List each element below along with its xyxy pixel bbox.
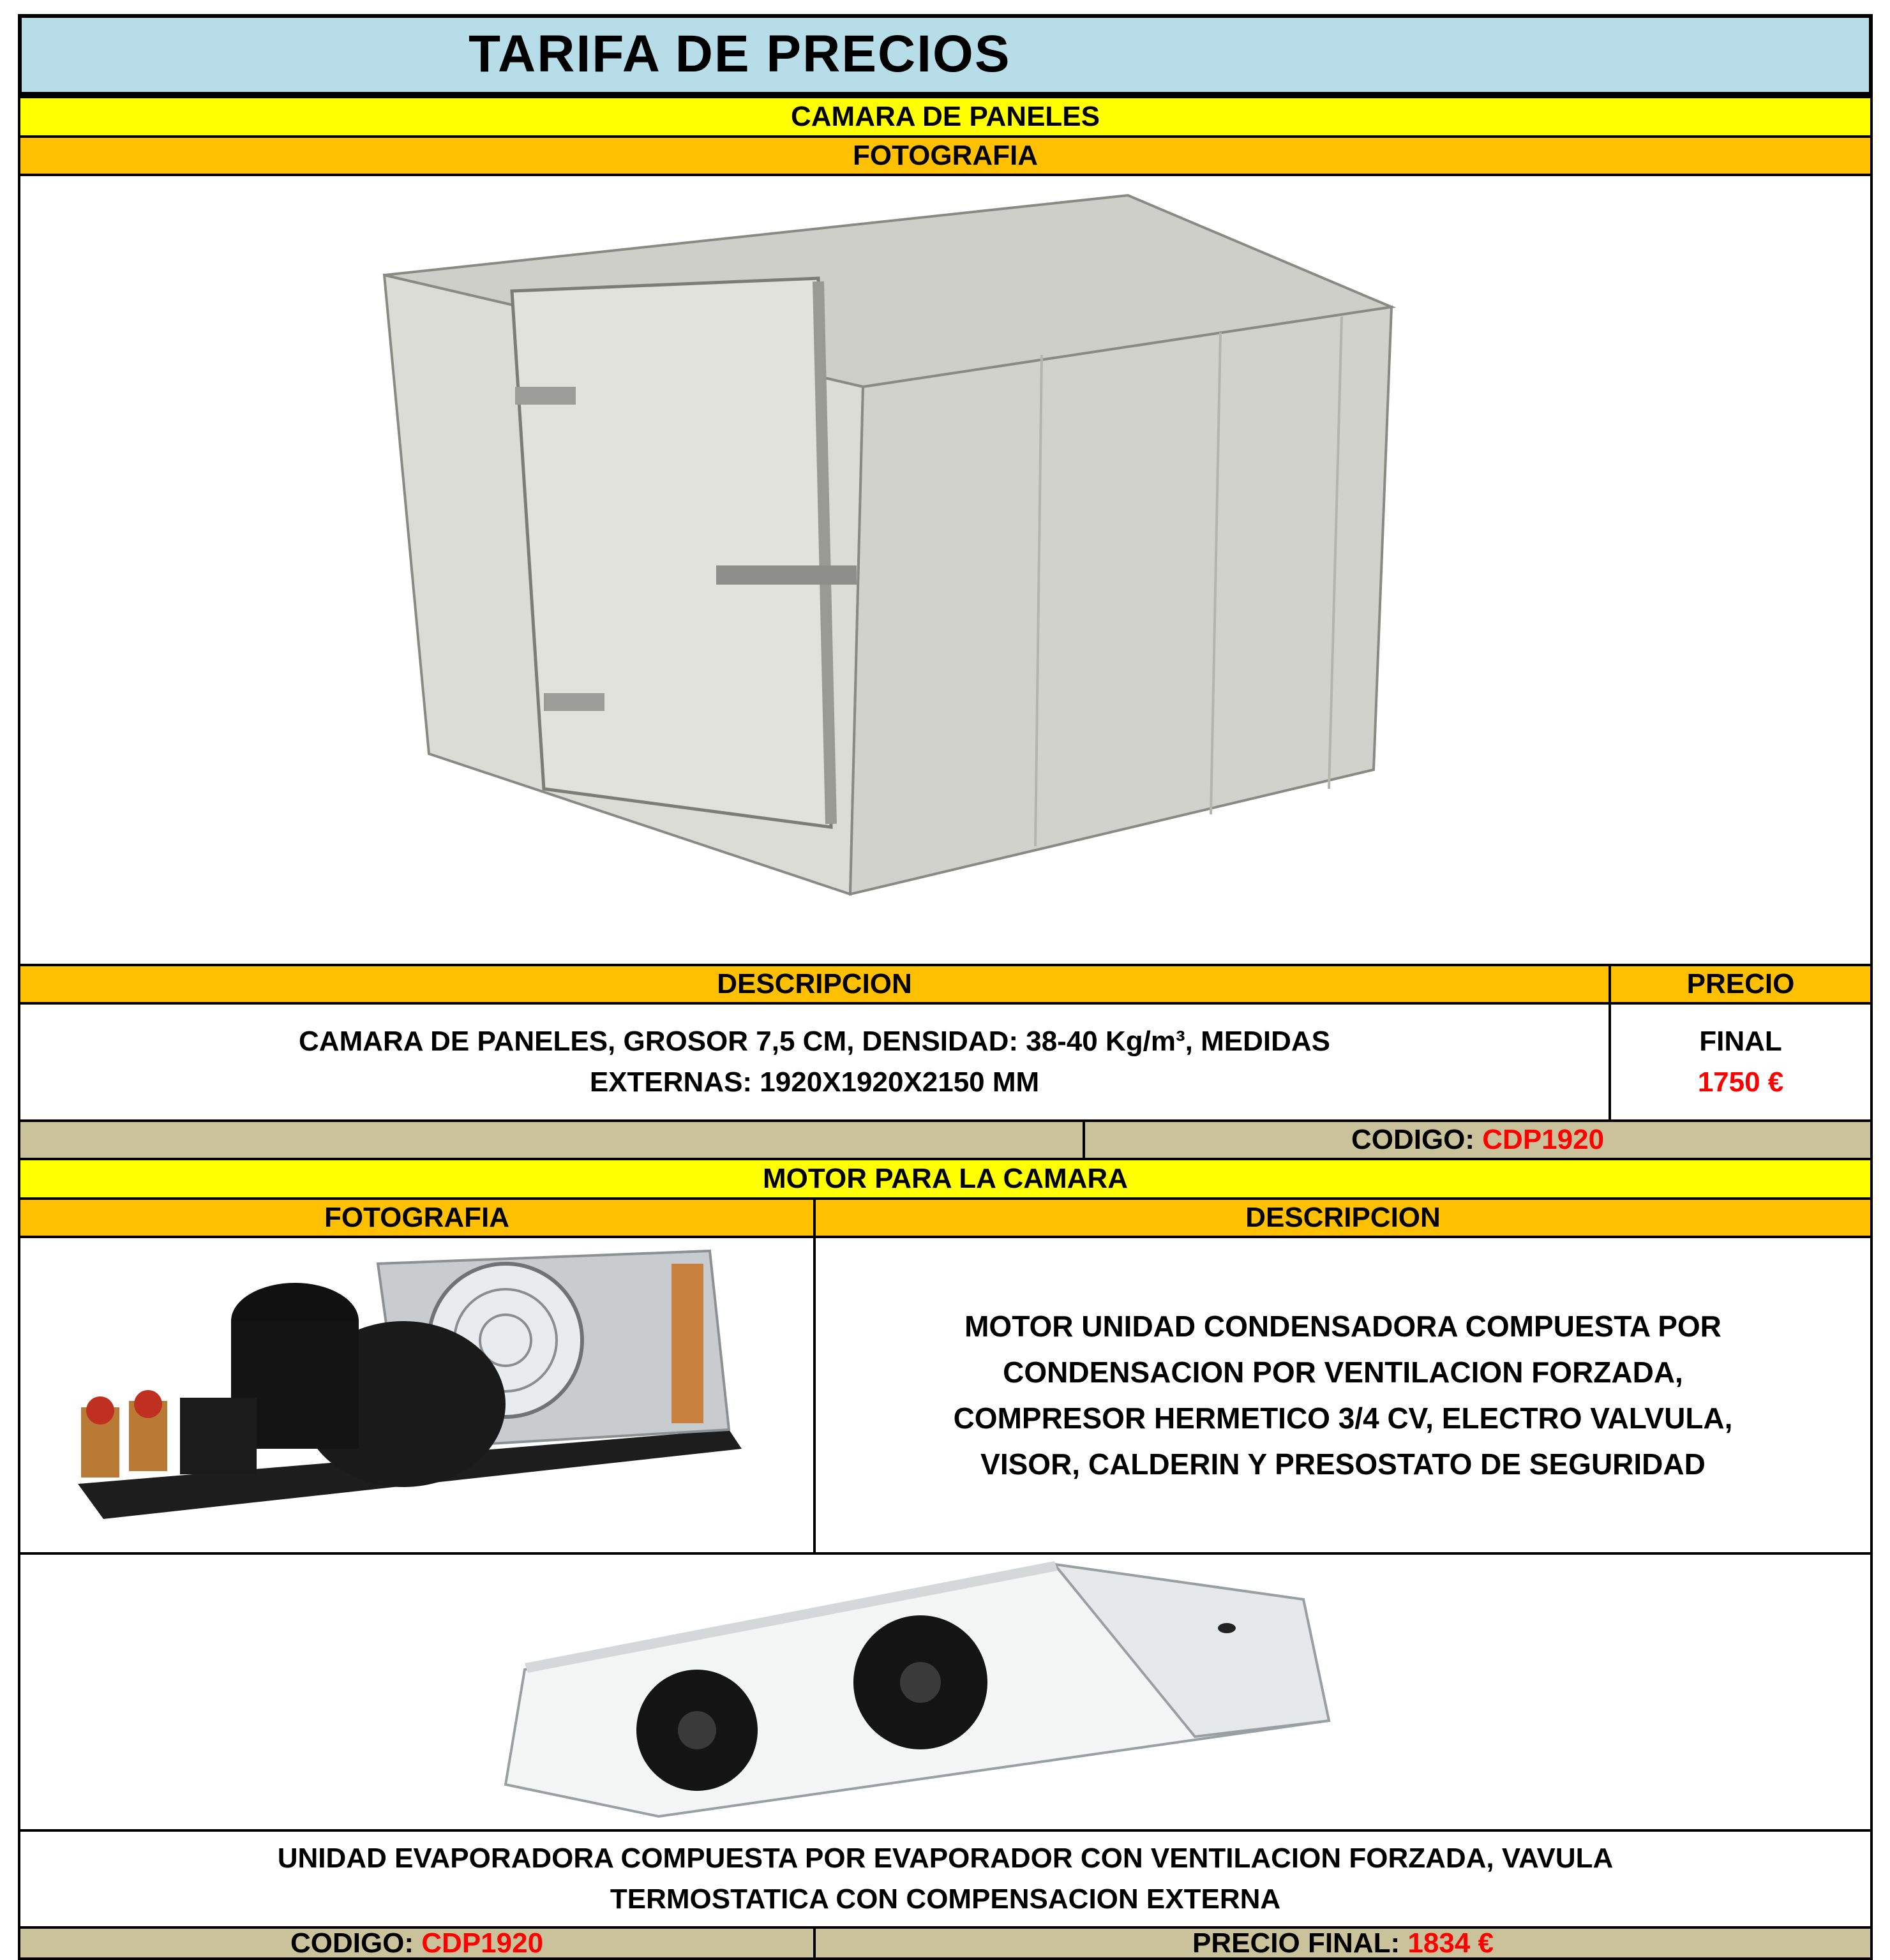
camara-photo-cell xyxy=(18,174,1873,966)
title-bar xyxy=(18,14,1873,96)
evaporator-photo-cell xyxy=(18,1552,1873,1832)
motor-code-label: CODIGO: xyxy=(290,1927,414,1959)
camara-description-line1: CAMARA DE PANELES, GROSOR 7,5 CM, DENSIDAD: 38-40 Kg/m³, MEDIDAS xyxy=(299,1026,1330,1057)
motor-price-value: 1834 € xyxy=(1407,1927,1494,1959)
camara-price-header: PRECIO xyxy=(1609,964,1873,1005)
camara-code-cell xyxy=(1083,1119,1873,1160)
evaporator-description-cell xyxy=(18,1829,1873,1929)
condensing-unit-image xyxy=(20,1238,813,1552)
motor-photo-cell xyxy=(18,1236,816,1555)
evaporator-description-line2: TERMOSTATICA CON COMPENSACION EXTERNA xyxy=(610,1883,1281,1915)
evaporator-image xyxy=(20,1555,1870,1829)
camara-desc-header: DESCRIPCION xyxy=(18,964,1611,1005)
camara-price-value: 1750 € xyxy=(1697,1066,1784,1098)
camara-price-cell xyxy=(1609,1002,1873,1122)
motor-section-title: MOTOR PARA LA CAMARA xyxy=(18,1158,1873,1200)
motor-code-value: CDP1920 xyxy=(421,1927,544,1959)
page-title: TARIFA DE PRECIOS xyxy=(469,25,1011,83)
camara-code-label: CODIGO: xyxy=(1351,1124,1475,1155)
camara-section-title: CAMARA DE PANELES xyxy=(18,96,1873,138)
cold-room-image xyxy=(20,176,1870,964)
motor-code-cell xyxy=(18,1926,816,1960)
camara-photo-header: FOTOGRAFIA xyxy=(18,135,1873,176)
motor-description-line3: COMPRESOR HERMETICO 3/4 CV, ELECTRO VALVULA, xyxy=(953,1402,1733,1435)
motor-description-line1: MOTOR UNIDAD CONDENSADORA COMPUESTA POR xyxy=(964,1310,1721,1343)
motor-price-label: PRECIO FINAL: xyxy=(1192,1927,1400,1959)
camara-code-value: CDP1920 xyxy=(1482,1124,1605,1155)
camara-price-label: FINAL xyxy=(1699,1026,1782,1057)
motor-description-line2: CONDENSACION POR VENTILACION FORZADA, xyxy=(1003,1356,1683,1389)
camara-code-spacer xyxy=(18,1119,1085,1160)
evaporator-description-line1: UNIDAD EVAPORADORA COMPUESTA POR EVAPORADOR CON VENTILACION FORZADA, VAVULA xyxy=(277,1843,1614,1874)
motor-desc-header: DESCRIPCION xyxy=(813,1197,1873,1238)
camara-description-line2: EXTERNAS: 1920X1920X2150 MM xyxy=(589,1066,1040,1098)
motor-price-cell xyxy=(813,1926,1873,1960)
camara-description-cell xyxy=(18,1002,1611,1122)
motor-description-line4: VISOR, CALDERIN Y PRESOSTATO DE SEGURIDAD xyxy=(980,1448,1706,1481)
motor-photo-header: FOTOGRAFIA xyxy=(18,1197,816,1238)
motor-description-cell xyxy=(813,1236,1873,1555)
